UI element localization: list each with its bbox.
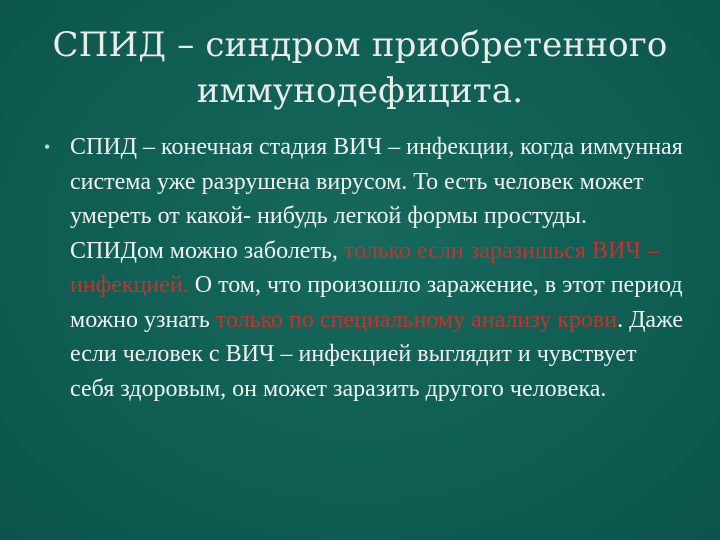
paragraph-text-1: СПИД – конечная стадия ВИЧ – инфекции, когда иммунная система уже разрушена вирусом. То есть человек может умереть от какой- нибудь легкой формы простуды. СПИДом можно заболеть, bbox=[70, 134, 683, 264]
bullet-paragraph bbox=[70, 130, 684, 406]
paragraph-text-3: . Даже если человек с ВИЧ – инфекцией выглядит и чувствует себя здоровым, он может заразить другого человека. bbox=[70, 306, 684, 402]
title-line-1: СПИД – синдром приобретенного bbox=[52, 25, 668, 65]
slide-title bbox=[30, 22, 690, 114]
bullet-icon: • bbox=[44, 137, 51, 157]
highlighted-text-1: только если заразишься ВИЧ – инфекцией. bbox=[70, 237, 659, 298]
paragraph-text-2: О том, что произошло заражение, в этот период можно узнать bbox=[70, 272, 683, 333]
title-line-2: иммунодефицита. bbox=[196, 71, 524, 111]
bullet-list bbox=[44, 130, 684, 406]
highlighted-text-2: только по специальному анализу крови bbox=[215, 306, 618, 333]
